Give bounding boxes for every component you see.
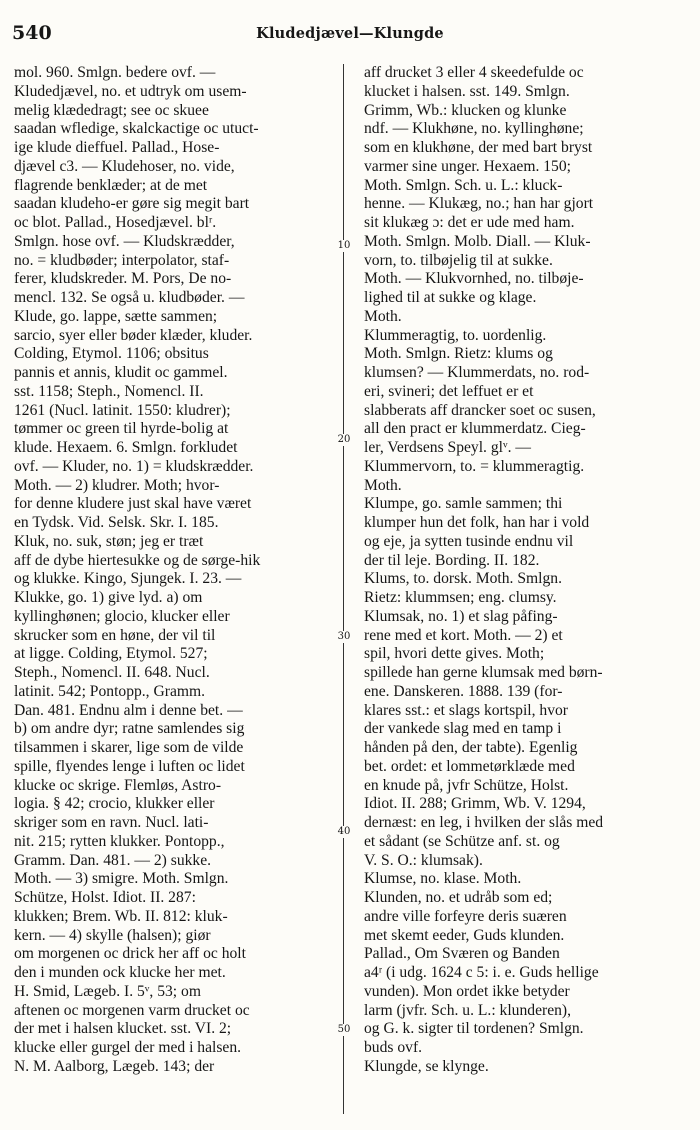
- text-line: Moth. Smlgn. Sch. u. L.: kluck-: [364, 176, 563, 194]
- text-line: en Tydsk. Vid. Selsk. Skr. I. 185.: [14, 514, 219, 531]
- text-line: Kludedjævel, no. et udtryk om usem-: [14, 82, 247, 100]
- text-line: kern. — 4) skylle (halsen); giør: [14, 926, 211, 944]
- text-line: larm (jvfr. Sch. u. L.: klunderen),: [364, 1001, 571, 1019]
- page-header: [12, 22, 688, 46]
- text-line: buds ovf.: [364, 1039, 423, 1056]
- text-line: Dan. 481. Endnu alm i denne bet. —: [14, 701, 243, 719]
- text-line: Colding, Etymol. 1106; obsitus: [14, 345, 209, 363]
- text-line: klucke eller gurgel der med i halsen.: [14, 1039, 242, 1056]
- text-line: ene. Danskeren. 1888. 139 (for-: [364, 682, 563, 700]
- text-line: Moth. Smlgn. Molb. Diall. — Kluk-: [364, 232, 591, 250]
- text-line: skriger som en ravn. Nucl. lati-: [14, 814, 209, 831]
- text-line: andre ville forfeyre deris suæren: [364, 907, 567, 925]
- text-line: Moth.: [364, 307, 402, 325]
- text-line: og G. k. sigter til tordenen? Smlgn.: [364, 1020, 584, 1038]
- text-line: b) om andre dyr; ratne samlendes sig: [14, 720, 245, 738]
- text-line: Klumse, no. klase. Moth.: [364, 870, 522, 888]
- text-line: klucket i halsen. sst. 149. Smlgn.: [364, 82, 570, 100]
- text-line: der til leje. Bording. II. 182.: [364, 551, 540, 569]
- text-line: Pallad., Om Sværen og Banden: [364, 945, 560, 963]
- text-line: met skemt eeder, Guds klunden.: [364, 926, 565, 944]
- running-title: Kludedjævel—Klungde: [256, 25, 444, 42]
- text-line: lighed til at sukke og klage.: [364, 289, 537, 306]
- text-line: nit. 215; rytten klukker. Pontopp.,: [14, 832, 225, 850]
- text-line: kyllinghønen; glocio, klucker eller: [14, 607, 230, 625]
- text-line: sst. 1158; Steph., Nomencl. II.: [14, 382, 204, 400]
- text-line: N. M. Aalborg, Lægeb. 143; der: [14, 1057, 215, 1075]
- text-line: for denne kludere just skal have været: [14, 495, 252, 513]
- text-line: klucke oc skrige. Flemløs, Astro-: [14, 776, 222, 794]
- text-line: spil, hvori dette gives. Moth;: [364, 645, 545, 663]
- text-line: Klummeragtig, to. uordenlig.: [364, 326, 547, 344]
- text-line: ovf. — Kluder, no. 1) = kludskrædder.: [14, 457, 254, 475]
- text-line: et sådant (se Schütze anf. st. og: [364, 832, 560, 850]
- text-line: Kluk, no. suk, støn; jeg er træt: [14, 532, 204, 550]
- text-line: klumper hun det folk, han har i vold: [364, 514, 590, 531]
- text-line: sarcio, syer eller bøder klæder, kluder.: [14, 326, 253, 344]
- text-line: spille, flyendes lenge i luften oc lidet: [14, 757, 245, 775]
- text-line: djævel c3. — Kludehoser, no. vide,: [14, 157, 235, 175]
- text-line: Idiot. II. 288; Grimm, Wb. V. 1294,: [364, 795, 586, 813]
- text-line: aff de dybe hiertesukke og de sørge-hik: [14, 551, 261, 569]
- text-line: Rietz: klummsen; eng. clumsy.: [364, 589, 557, 606]
- text-line: saadan wfledige, skalckactige oc utuct-: [14, 120, 259, 138]
- left-column: [14, 64, 334, 1122]
- text-line: og klukke. Kingo, Sjungek. I. 23. —: [14, 570, 242, 588]
- text-line: Klude, go. lappe, sætte sammen;: [14, 307, 218, 325]
- text-line: henne. — Klukæg, no.; han har gjort: [364, 195, 594, 213]
- line-number-marker: 20: [337, 434, 351, 445]
- text-line: mol. 960. Smlgn. bedere ovf. —: [14, 64, 216, 81]
- text-line: flagrende benklæder; at de met: [14, 176, 208, 194]
- text-line: 1261 (Nucl. latinit. 1550: kludrer);: [14, 401, 231, 419]
- text-line: en knude på, jvfr Schütze, Holst.: [364, 776, 569, 794]
- text-line: Smlgn. hose ovf. — Kludskrædder,: [14, 232, 235, 250]
- line-number-marker: 30: [337, 631, 351, 642]
- text-line: ferer, kludskreder. M. Pors, De no-: [14, 270, 232, 288]
- text-line: vunden). Mon ordet ikke betyder: [364, 982, 570, 1000]
- text-line: oc blot. Pallad., Hosedjævel. blʳ.: [14, 214, 217, 231]
- text-line: Klunden, no. et udråb som ed;: [364, 889, 553, 906]
- page-number: 540: [12, 22, 52, 44]
- text-line: Klumsak, no. 1) et slag påfing-: [364, 607, 558, 625]
- line-number-marker: 10: [337, 240, 351, 251]
- text-line: Moth. Smlgn. Rietz: klums og: [364, 345, 553, 363]
- text-line: Schütze, Holst. Idiot. II. 287:: [14, 889, 196, 906]
- text-line: latinit. 542; Pontopp., Gramm.: [14, 682, 206, 700]
- text-line: logia. § 42; crocio, klukker eller: [14, 795, 215, 813]
- column-divider: [343, 64, 344, 1114]
- text-line: ndf. — Klukhøne, no. kyllinghøne;: [364, 120, 584, 138]
- text-line: Moth. — Klukvornhed, no. tilbøje-: [364, 270, 584, 288]
- text-line: skrucker som en høne, der vil til: [14, 626, 216, 644]
- line-number-marker: 50: [337, 1024, 351, 1035]
- text-line: Moth.: [364, 476, 402, 494]
- text-line: aff drucket 3 eller 4 skeedefulde oc: [364, 64, 584, 81]
- text-line: Klums, to. dorsk. Moth. Smlgn.: [364, 570, 562, 588]
- text-line: Grimm, Wb.: klucken og klunke: [364, 101, 567, 119]
- text-line: ige klude dieffuel. Pallad., Hose-: [14, 139, 220, 156]
- text-line: pannis et annis, kludit oc gammel.: [14, 364, 228, 381]
- text-line: dernæst: en leg, i hvilken der slås med: [364, 814, 604, 831]
- text-line: klukken; Brem. Wb. II. 812: kluk-: [14, 907, 228, 925]
- text-line: der met i halsen klucket. sst. VI. 2;: [14, 1020, 232, 1038]
- text-line: ler, Verdsens Speyl. glᵛ. —: [364, 439, 531, 456]
- text-line: eri, svineri; det leffuet er et: [364, 382, 534, 400]
- text-line: slabberats aff drancker soet oc susen,: [364, 401, 596, 419]
- text-line: mencl. 132. Se også u. kludbøder. —: [14, 289, 245, 306]
- text-line: Klukke, go. 1) give lyd. a) om: [14, 589, 203, 606]
- text-line: at ligge. Colding, Etymol. 527;: [14, 645, 208, 663]
- text-line: Moth. — 3) smigre. Moth. Smlgn.: [14, 870, 229, 888]
- right-column: [364, 64, 688, 1122]
- text-line: tilsammen i skarer, lige som de vilde: [14, 739, 244, 756]
- text-line: vorn, to. tilbøjelig til at sukke.: [364, 251, 553, 269]
- text-line: der vankede slag med en tamp i: [364, 720, 562, 738]
- text-line: saadan kludeho-er gøre sig megit bart: [14, 195, 250, 213]
- text-line: klumsen? — Klummerdats, no. rod-: [364, 364, 590, 381]
- text-line: den i munden ock klucke her met.: [14, 964, 226, 981]
- text-line: Klummervorn, to. = klummeragtig.: [364, 457, 585, 475]
- text-line: spillede han gerne klumsak med børn-: [364, 664, 603, 681]
- text-line: hånden på den, der tabte). Egenlig: [364, 739, 578, 756]
- text-line: a4ʳ (i udg. 1624 c 5: i. e. Guds hellige: [364, 964, 599, 981]
- text-line: all den pract er klummerdatz. Cieg-: [364, 420, 586, 438]
- text-line: Klungde, se klynge.: [364, 1057, 489, 1075]
- text-line: V. S. O.: klumsak).: [364, 851, 483, 869]
- text-line: aftenen oc morgenen varm drucket oc: [14, 1001, 250, 1019]
- text-line: som en klukhøne, der med bart bryst: [364, 139, 593, 156]
- text-line: Klumpe, go. samle sammen; thi: [364, 495, 563, 513]
- text-line: melig klædedragt; see oc skuee: [14, 101, 209, 119]
- text-line: om morgenen oc drick her aff oc holt: [14, 945, 246, 963]
- text-line: varmer sine unger. Hexaem. 150;: [364, 157, 571, 175]
- line-number-marker: 40: [337, 826, 351, 837]
- text-line: H. Smid, Lægeb. I. 5ᵛ, 53; om: [14, 982, 201, 1000]
- text-line: sit klukæg ɔ: det er ude med ham.: [364, 214, 575, 231]
- text-line: Gramm. Dan. 481. — 2) sukke.: [14, 851, 212, 869]
- text-line: tømmer oc green til hyrde-bolig at: [14, 420, 229, 438]
- text-line: Moth. — 2) kludrer. Moth; hvor-: [14, 476, 220, 494]
- text-line: og eje, ja sytten tusinde endnu vil: [364, 532, 574, 550]
- text-line: bet. ordet: et lommetørklæde med: [364, 757, 575, 775]
- text-line: klude. Hexaem. 6. Smlgn. forkludet: [14, 439, 238, 456]
- text-line: no. = kludbøder; interpolator, staf-: [14, 251, 230, 269]
- text-line: rene med et kort. Moth. — 2) et: [364, 626, 563, 644]
- text-line: klares sst.: et slags kortspil, hvor: [364, 701, 568, 719]
- text-line: Steph., Nomencl. II. 648. Nucl.: [14, 664, 210, 681]
